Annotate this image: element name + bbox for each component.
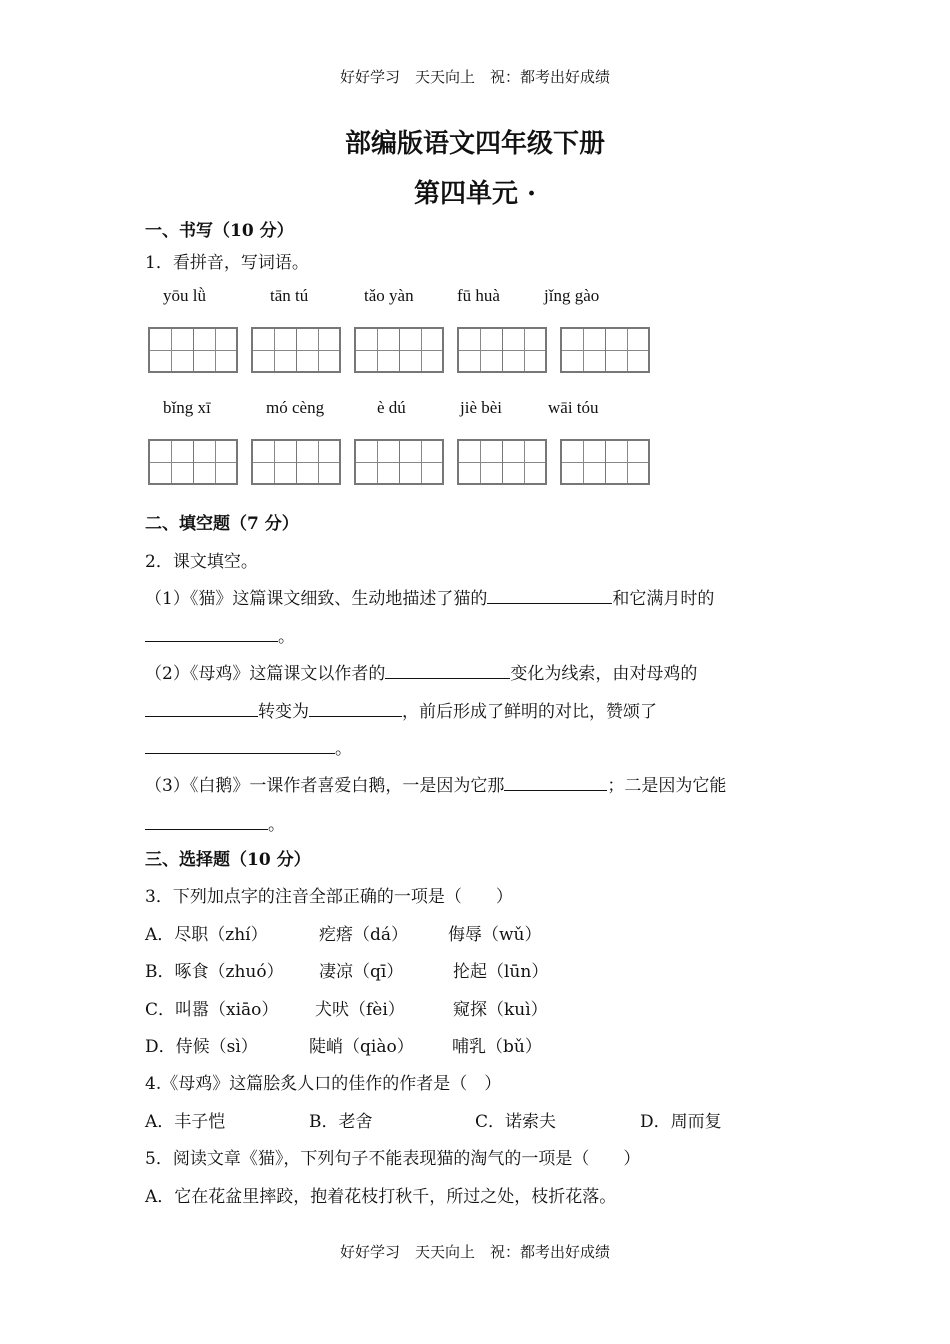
section-2-heading: 二、填空题（7 分） — [145, 514, 299, 534]
q4-option-b[interactable]: B．老舍 — [309, 1112, 373, 1132]
answer-blank[interactable] — [145, 736, 335, 754]
question-5: 5．阅读文章《猫》，下列句子不能表现猫的淘气的一项是（ ） — [145, 1149, 641, 1169]
writing-grid[interactable] — [354, 327, 444, 373]
fill-line-2 — [145, 622, 295, 647]
option-a-word-3: 侮辱（wǔ） — [448, 925, 542, 945]
fill-line-7 — [145, 810, 285, 835]
fill-text: 。 — [335, 739, 352, 759]
option-c-word-2: 犬吠（fèi） — [315, 1000, 405, 1020]
q4-option-c[interactable]: C．诺索夫 — [475, 1112, 557, 1132]
fill-line-6 — [145, 771, 726, 796]
fill-text: ；二是因为它能 — [607, 776, 727, 796]
fill-text: （3）《白鹅》一课作者喜爱白鹅，一是因为它那 — [145, 776, 505, 796]
writing-grid[interactable] — [457, 327, 547, 373]
fill-text: 变化为线索，由对母鸡的 — [510, 664, 698, 684]
fill-text: 和它满月时的 — [612, 589, 715, 609]
pinyin-7: mó cèng — [266, 398, 325, 417]
pinyin-3: tǎo yàn — [364, 286, 414, 305]
q4-option-d[interactable]: D．周而复 — [640, 1112, 722, 1132]
option-d-word-2: 陡峭（qiào） — [309, 1037, 414, 1057]
question-1: 1．看拼音，写词语。 — [145, 253, 309, 273]
doc-title: 部编版语文四年级下册 — [344, 129, 605, 159]
option-b-word-3: 抡起（lūn） — [453, 962, 549, 982]
option-d-word-3: 哺乳（bǔ） — [452, 1037, 542, 1057]
answer-blank[interactable] — [145, 812, 268, 830]
q5-option-a[interactable]: A．它在花盆里摔跤，抱着花枝打秋千，所过之处，枝折花落。 — [145, 1187, 617, 1207]
option-d[interactable]: D．侍候（sì） — [145, 1037, 258, 1057]
writing-grid[interactable] — [251, 439, 341, 485]
unit-title: 第四单元 · — [413, 179, 537, 209]
pinyin-2: tān tú — [270, 286, 309, 305]
fill-line-5 — [145, 734, 352, 759]
page-header: 好好学习 天天向上 祝：都考出好成绩 — [339, 68, 610, 86]
fill-text: （2）《母鸡》这篇课文以作者的 — [145, 664, 386, 684]
section-1-heading: 一、书写（10 分） — [145, 221, 294, 241]
page-footer: 好好学习 天天向上 祝：都考出好成绩 — [339, 1243, 610, 1261]
answer-blank[interactable] — [504, 773, 607, 791]
option-a-word-2: 疙瘩（dá） — [319, 925, 409, 945]
pinyin-4: fū huà — [457, 286, 500, 305]
writing-grid[interactable] — [560, 439, 650, 485]
option-b[interactable]: B．啄食（zhuó） — [145, 962, 284, 982]
fill-text: 。 — [268, 815, 285, 835]
pinyin-1: yōu lǜ — [163, 286, 206, 305]
writing-grid[interactable] — [148, 327, 238, 373]
answer-blank[interactable] — [487, 586, 612, 604]
question-3: 3．下列加点字的注音全部正确的一项是（ ） — [145, 887, 513, 907]
option-c-word-3: 窥探（kuì） — [453, 1000, 548, 1020]
pinyin-9: jiè bèi — [460, 398, 503, 417]
pinyin-10: wāi tóu — [548, 398, 599, 417]
fill-text: （1）《猫》这篇课文细致、生动地描述了猫的 — [145, 589, 488, 609]
fill-line-4 — [145, 697, 657, 722]
q4-option-a[interactable]: A．丰子恺 — [145, 1112, 226, 1132]
option-c[interactable]: C．叫嚣（xiāo） — [145, 1000, 279, 1020]
option-b-word-2: 凄凉（qī） — [319, 962, 404, 982]
pinyin-5: jǐng gào — [544, 286, 600, 305]
question-2: 2．课文填空。 — [145, 552, 258, 572]
question-4: 4.《母鸡》这篇脍炙人口的佳作的作者是（ ） — [145, 1074, 502, 1094]
writing-grid[interactable] — [457, 439, 547, 485]
fill-line-1 — [145, 584, 714, 609]
option-a[interactable]: A．尽职（zhí） — [145, 925, 268, 945]
writing-grid[interactable] — [560, 327, 650, 373]
writing-grid[interactable] — [354, 439, 444, 485]
section-3-heading: 三、选择题（10 分） — [145, 850, 311, 870]
answer-blank[interactable] — [309, 699, 402, 717]
fill-text: ，前后形成了鲜明的对比，赞颂了 — [402, 702, 657, 722]
answer-blank[interactable] — [145, 699, 258, 717]
pinyin-6: bǐng xī — [163, 398, 211, 417]
fill-text: 转变为 — [258, 702, 309, 722]
pinyin-8: è dú — [377, 398, 406, 417]
answer-blank[interactable] — [145, 624, 278, 642]
fill-line-3 — [145, 659, 697, 684]
writing-grid[interactable] — [148, 439, 238, 485]
writing-grid[interactable] — [251, 327, 341, 373]
fill-text: 。 — [278, 627, 295, 647]
answer-blank[interactable] — [385, 661, 510, 679]
